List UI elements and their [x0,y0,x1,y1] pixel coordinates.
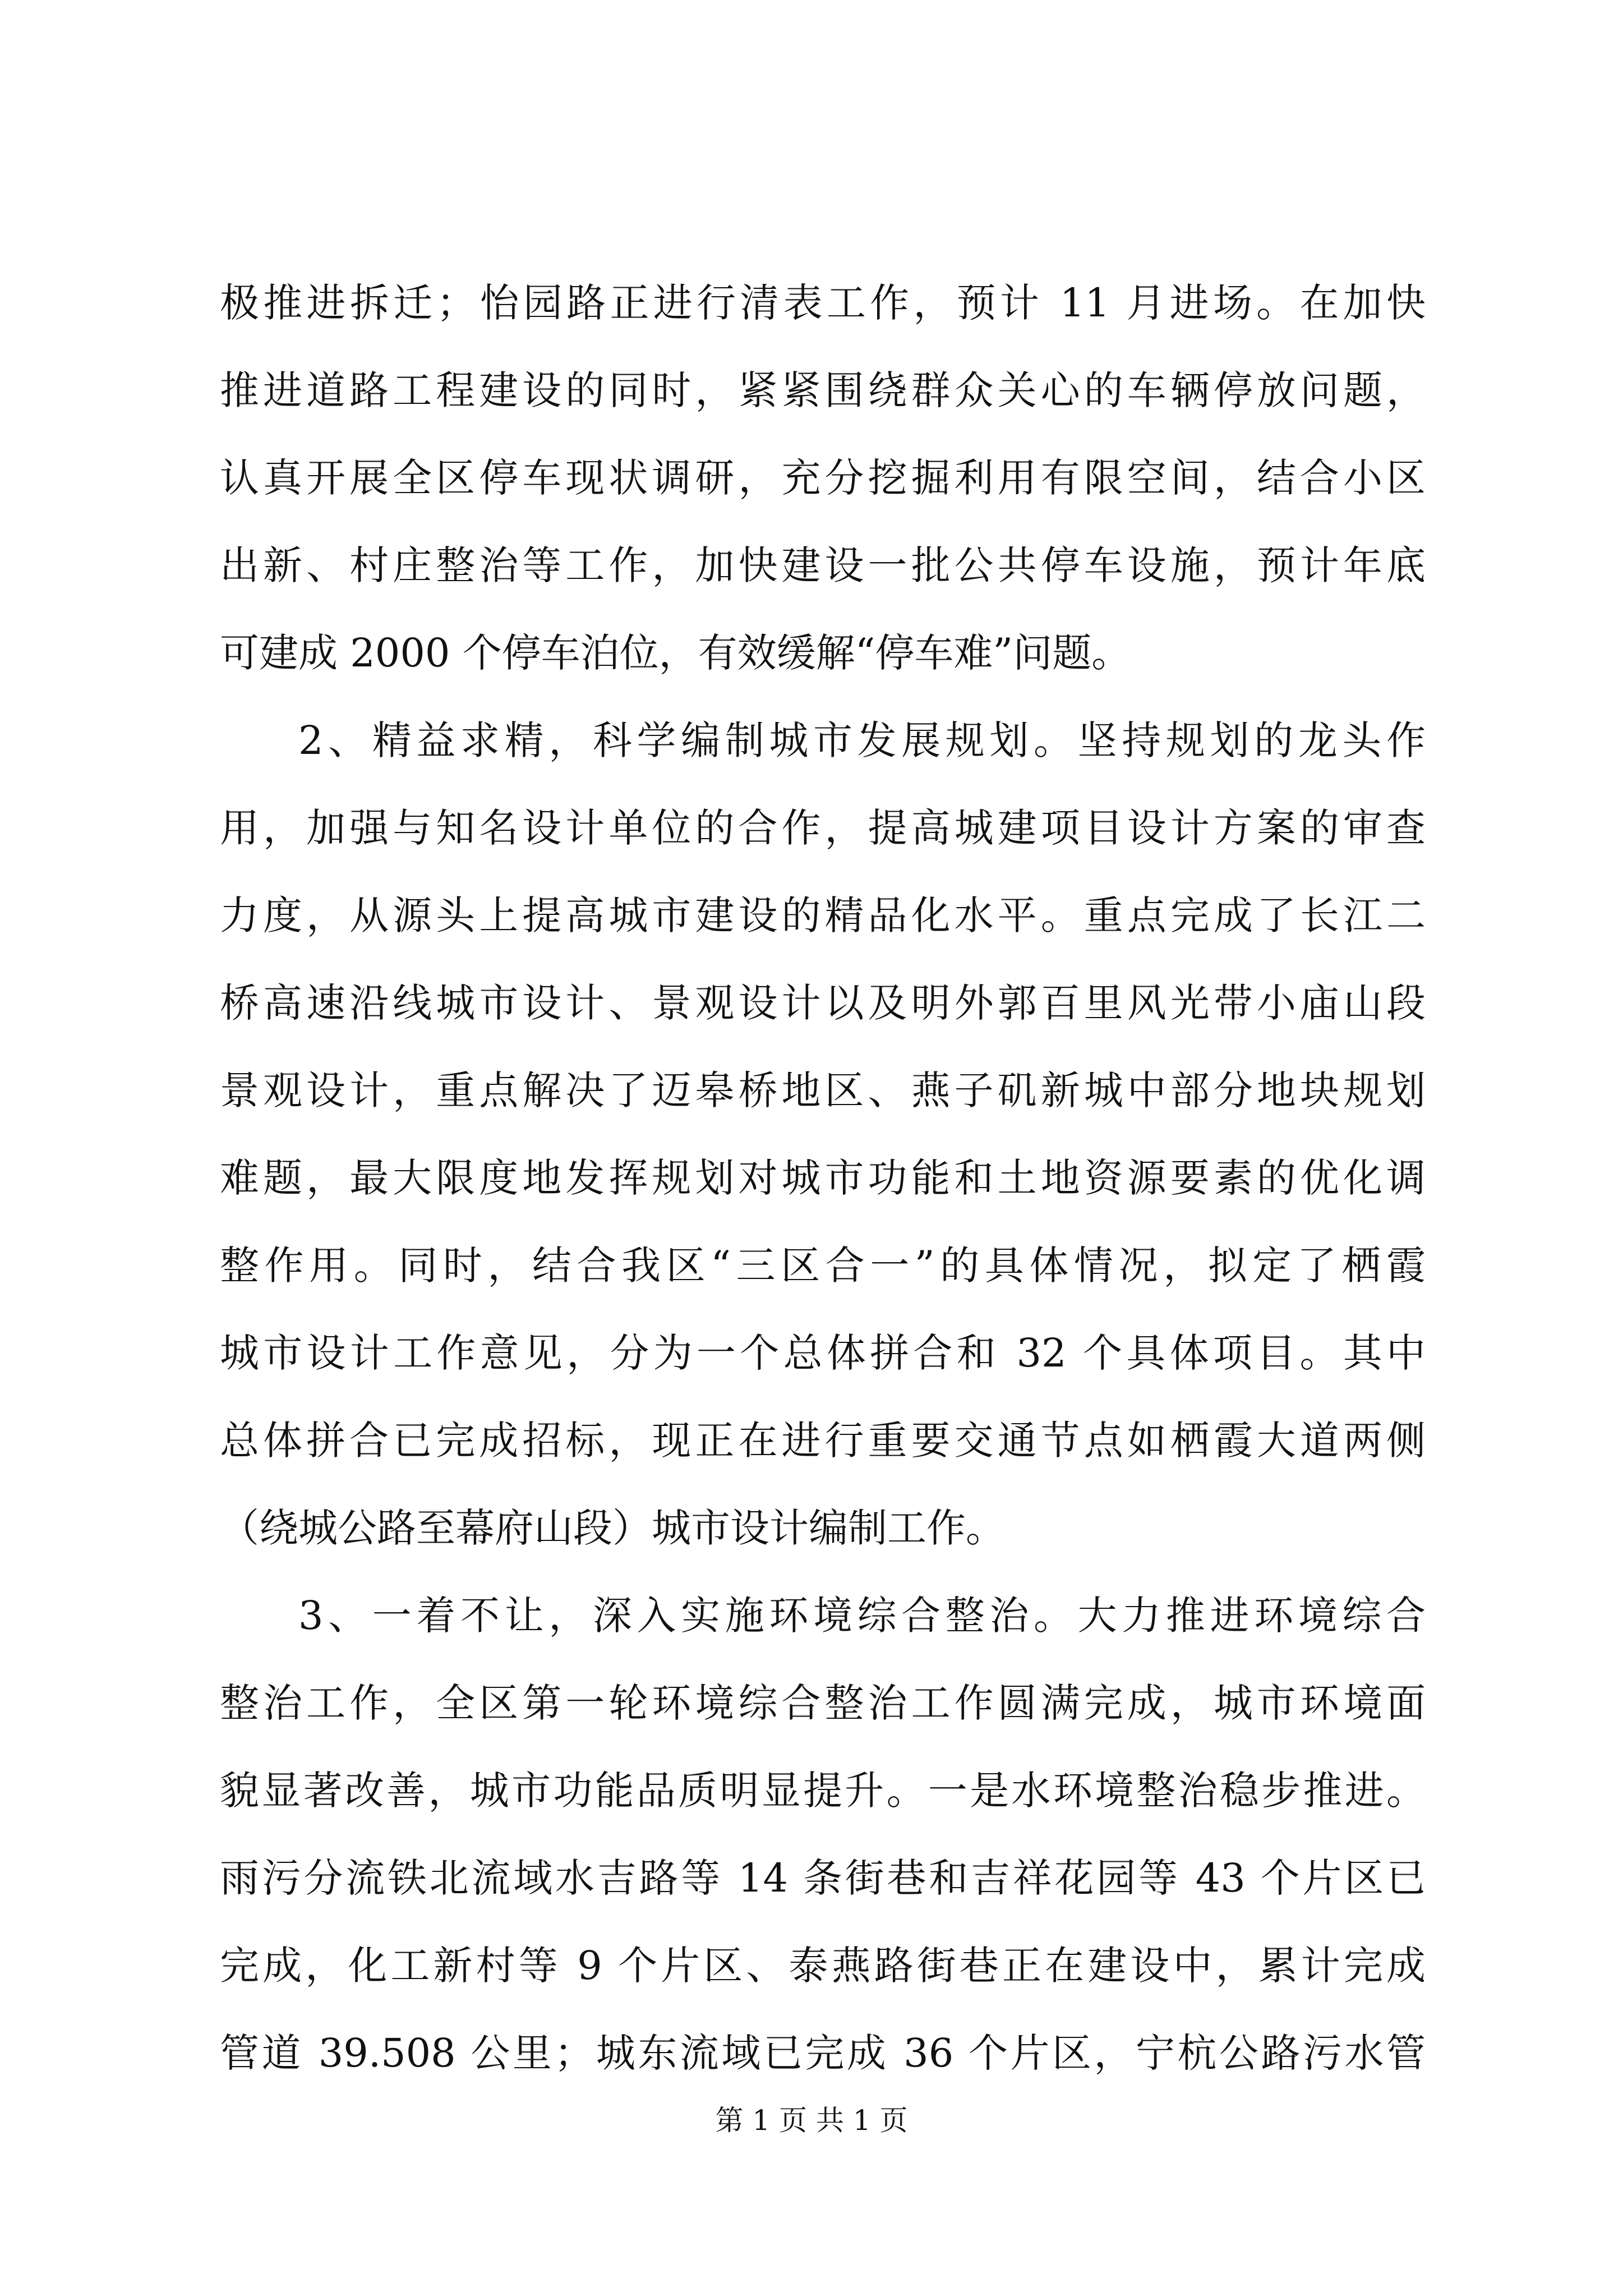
text-line: 整作用。同时，结合我区“三区合一”的具体情况，拟定了栖霞 [220,1243,1426,1289]
text-line: 整治工作，全区第一轮环境综合整治工作圆满完成，城市环境面 [220,1680,1426,1726]
page-footer [0,2101,1623,2140]
paragraph-start-line: 3、一着不让，深入实施环境综合整治。大力推进环境综合 [298,1593,1426,1639]
text-line: （绕城公路至幕府山段）城市设计编制工作。 [220,1505,1005,1551]
text-line: 管道 39.508 公里；城东流域已完成 36 个片区，宁杭公路污水管 [220,2030,1426,2076]
text-line: 貌显著改善，城市功能品质明显提升。一是水环境整治稳步推进。 [220,1768,1426,1814]
text-line: 用，加强与知名设计单位的合作，提高城建项目设计方案的审查 [220,805,1426,851]
paragraph-start-line: 2、精益求精，科学编制城市发展规划。坚持规划的龙头作 [298,717,1426,763]
text-line: 雨污分流铁北流域水吉路等 14 条街巷和吉祥花园等 43 个片区已 [220,1855,1426,1901]
document-body [220,259,1426,2097]
text-line: 城市设计工作意见，分为一个总体拼合和 32 个具体项目。其中 [220,1330,1426,1376]
text-line: 完成，化工新村等 9 个片区、泰燕路街巷正在建设中，累计完成 [220,1943,1426,1989]
text-line: 桥高速沿线城市设计、景观设计以及明外郭百里风光带小庙山段 [220,980,1426,1026]
text-line: 可建成 2000 个停车泊位，有效缓解“停车难”问题。 [220,630,1131,676]
text-line: 总体拼合已完成招标，现正在进行重要交通节点如栖霞大道两侧 [220,1418,1426,1464]
text-line: 力度，从源头上提高城市建设的精品化水平。重点完成了长江二 [220,892,1426,938]
text-line: 极推进拆迁；怡园路正进行清表工作，预计 11 月进场。在加快 [220,280,1426,326]
text-line: 认真开展全区停车现状调研，充分挖掘利用有限空间，结合小区 [220,455,1426,501]
page-number-label: 第 1 页 共 1 页 [715,2104,908,2137]
text-line: 出新、村庄整治等工作，加快建设一批公共停车设施，预计年底 [220,542,1426,588]
text-line: 难题，最大限度地发挥规划对城市功能和土地资源要素的优化调 [220,1155,1426,1201]
text-line: 推进道路工程建设的同时，紧紧围绕群众关心的车辆停放问题， [220,367,1426,413]
text-line: 景观设计，重点解决了迈皋桥地区、燕子矶新城中部分地块规划 [220,1068,1426,1114]
